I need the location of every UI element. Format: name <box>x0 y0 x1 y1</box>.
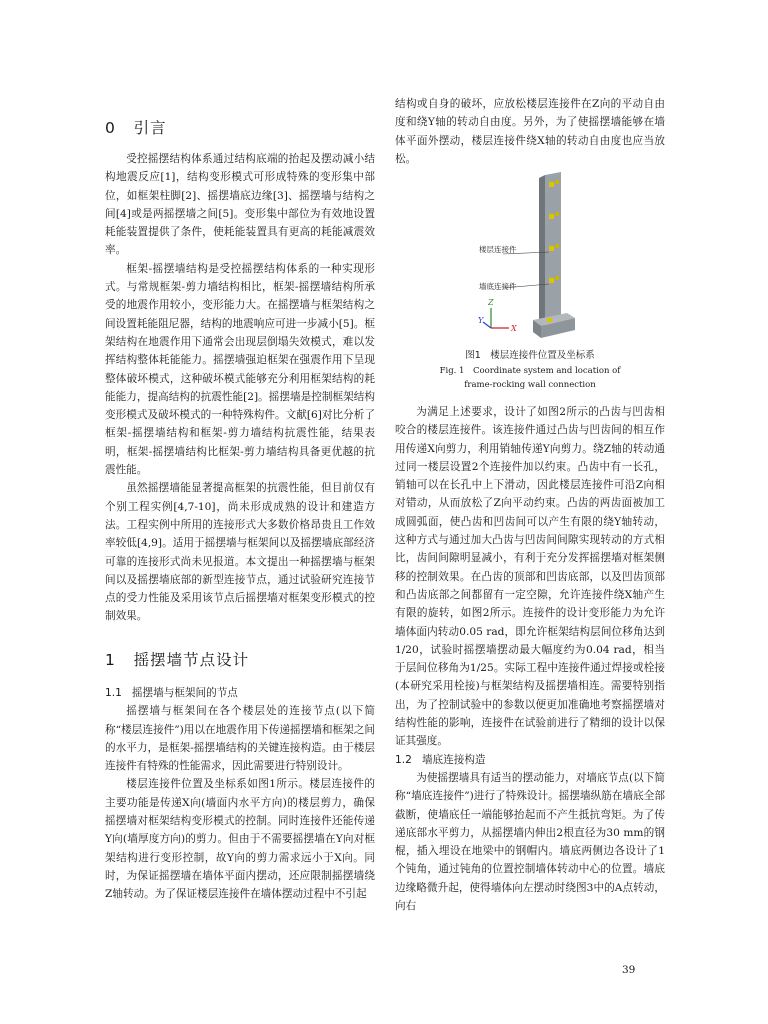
floor-connector-label: 楼层连接件 <box>479 245 517 254</box>
floor-connector <box>555 276 559 280</box>
intro-paragraph: 虽然摇摆墙能显著提高框架的抗震性能，但目前仅有个别工程实例[4,7-10]，尚未形成成熟的设计和建造方法。工程实例中所用的连接形式大多数价格昂贵且工作效率较低[4,9]。适用于摇摆墙与框架间以及摇摆墙底部经济可靠的连接形式尚未见报道。本文提出一种摇摆墙与框架间以及摇摆墙底部的新型连接节点，通过试验研究连接节点的受力性能及采用该节点后摇摆墙对框架变形模式的控制效果。 <box>105 482 375 623</box>
section-title: 摇摆墙节点设计 <box>133 651 250 669</box>
body-paragraph: 楼层连接件位置及坐标系如图1所示。楼层连接件的主要功能是传递X向(墙面内水平方向)的楼层剪力，确保摇摆墙对框架结构变形模式的控制。同时连接件还能传递Y向(墙厚度方向)的剪力。但由于不需要摇摆墙在Y向对框架结构进行变形控制，故Y向的剪力需求远小于X向。同时，为保证摇摆墙在墙体平面内摆动，还应限制摇摆墙绕Z轴转动。为了保证楼层连接件在墙体摆动过程中不引起 <box>105 778 375 901</box>
wall-front-face <box>539 175 545 328</box>
intro-paragraph: 受控摇摆结构体系通过结构底端的抬起及摆动减小结构地震反应[1]，结构变形模式可形成特殊的变形集中部位，如框架柱脚[2]、摇摆墙底边缘[3]、摇摆墙与结构之间[4]或是两摇摆墙之间[5]。变形集中部位为有效地设置耗能装置提供了条件，使耗能装置具有更高的耗能减震效率。 <box>105 153 375 257</box>
body-paragraph-continued: 结构或自身的破坏，应放松楼层连接件在Z向的平动自由度和绕Y轴的转动自由度。另外，为了使摇摆墙能够在墙体平面外摆动，楼层连接件绕X轴的转动自由度也应当放松。 <box>395 98 665 165</box>
floor-connector <box>549 246 554 251</box>
section-title: 引言 <box>133 119 167 137</box>
subsection-title: 墙底连接构造 <box>421 753 486 766</box>
base-connector-label: 墙底连接件 <box>479 282 517 291</box>
figure-1-caption-en-2: frame-rocking wall connection <box>464 380 596 390</box>
floor-connector <box>555 180 559 184</box>
right-column-top <box>395 95 665 168</box>
subsection-1-2-heading <box>395 751 665 769</box>
figure-1-caption-en-1: Fig. 1 Coordinate system and location of <box>439 366 621 376</box>
intro-paragraph: 框架-摇摆墙结构是受控摇摆结构体系的一种实现形式。与常规框架-剪力墙结构相比，框架-摇摆墙结构所承受的地震作用较小，变形能力大。在摇摆墙与框架结构之间设置耗能阻尼器，结构的地震响应可进一步减小[5]。框架结构在地震作用下通常会出现层倒塌失效模式，难以发挥结构整体耗能能力。摇摆墙强迫框架在强震作用下呈现整体破坏模式，这种破坏模式能够充分利用框架结构的耗能能力，提高结构的抗震性能[2]。摇摆墙是控制框架结构变形模式及破坏模式的一种特殊构件。文献[6]对比分析了框架-摇摆墙结构和框架-剪力墙结构抗震性能，结果表明，框架-摇摆墙结构比框架-剪力墙结构具备更优越的抗震性能。 <box>105 262 375 477</box>
floor-connector <box>555 244 559 248</box>
body-paragraph: 摇摆墙与框架间在各个楼层处的连接节点(以下简称“楼层连接件”)用以在地震作用下传递摇摆墙和框架之间的水平力，是框架-摇摆墙结构的关键连接构造。由于楼层连接件有特殊的性能需求，因此需要进行特别设计。 <box>105 705 375 773</box>
figure-1-diagram <box>475 170 587 345</box>
section-number: 0 <box>105 119 116 137</box>
page-number: 39 <box>622 964 636 976</box>
right-column-lower <box>395 403 665 915</box>
subsection-1-1-heading <box>105 684 375 702</box>
section-0-heading <box>105 116 167 138</box>
floor-connector <box>549 278 554 283</box>
z-axis-label: Z <box>488 298 494 307</box>
left-column-lower <box>105 684 375 904</box>
y-axis-line <box>483 322 491 328</box>
x-axis-label: X <box>511 324 517 333</box>
floor-connector <box>549 214 554 219</box>
floor-connector <box>555 212 559 216</box>
left-column <box>105 150 375 626</box>
floor-connector <box>549 182 554 187</box>
y-axis-label: Y <box>478 316 484 325</box>
body-paragraph: 为使摇摆墙具有适当的摆动能力，对墙底节点(以下简称“墙底连接件”)进行了特殊设计。摇摆墙纵筋在墙底全部截断，使墙底任一端能够抬起而不产生抵抗弯矩。为了传递底部水平剪力，从摇摆墙内伸出2根直径为30 mm的钢棍，插入埋设在地梁中的钢帽内。墙底两侧边各设计了1个钝角，通过钝角的位置控制墙体转动中心的位置。墙底边缘略微升起，使得墙体向左摆动时绕图3中的A点转动，向右 <box>395 771 665 913</box>
subsection-number: 1.2 <box>395 753 412 766</box>
base-connector <box>547 318 552 322</box>
figure-1-caption-cn: 图1 楼层连接件位置及坐标系 <box>465 350 595 361</box>
subsection-number: 1.1 <box>105 687 122 699</box>
subsection-title: 摇摆墙与框架间的节点 <box>131 687 238 699</box>
body-paragraph: 为满足上述要求，设计了如图2所示的凸齿与凹齿相咬合的楼层连接件。该连接件通过凸齿与凹齿间的相互作用传递X向剪力，利用销轴传递Y向剪力。绕Z轴的转动通过同一楼层设置2个连接件加以约束。凸齿中有一长孔，销轴可以在长孔中上下滑动，因此楼层连接件可沿Z向相对错动，从而放松了Z向平动约束。凸齿的两齿面被加工成圆弧面，使凸齿和凹齿间可以产生有限的绕Y轴转动，这种方式与通过加大凸齿与凹齿间间隙实现转动的方式相比，齿间间隙明显减小，有利于充分发挥摇摆墙对框架侧移的控制效果。在凸齿的顶部和凹齿底部，以及凹齿顶部和凸齿底部之间都留有一定空隙，允许连接件绕X轴产生有限的旋转，如图2所示。连接件的设计变形能力为允许墙体面内转动0.05 rad，即允许框架结构层间位移角达到1/20，试验时摇摆墙摆动最大幅度约为0.04 rad，相当于层间位移角为1/25。实际工程中连接件通过焊接或栓接(本研究采用栓接)与框架结构及摇摆墙相连。需要特别指出，为了控制试验中的参数以便更加准确地考察摇摆墙对结构性能的影响，连接件在试验前进行了精细的设计以保证其强度。 <box>395 406 665 748</box>
section-number: 1 <box>105 651 116 669</box>
section-1-heading <box>105 648 249 670</box>
